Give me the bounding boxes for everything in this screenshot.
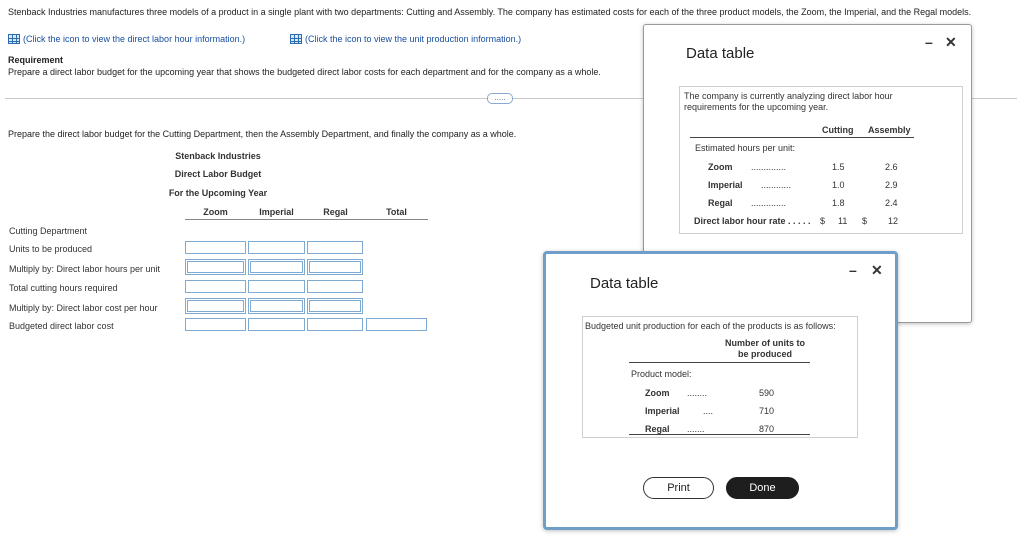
row-total-cutting-hours: Total cutting hours required [9, 283, 118, 293]
problem-text: Stenback Industries manufactures three models of a product in a single plant with two departments: Cutting and Assembly. The company has estimated costs for each of the three product models, the Zoom, the Imperial, and the Regal models. [8, 7, 972, 17]
unit-production-link[interactable] [290, 34, 521, 44]
row-units-produced: Units to be produced [9, 244, 93, 254]
units-row-value: 710 [759, 406, 775, 416]
labor-row-assembly: 2.6 [885, 162, 898, 172]
units-row-name: Imperial [645, 406, 680, 416]
units-imperial-input[interactable] [248, 241, 305, 254]
budget-cost-imperial-input[interactable] [248, 318, 305, 331]
units-row-value: 870 [759, 424, 775, 434]
header-rule [690, 137, 914, 138]
labor-row-name: Zoom [708, 162, 733, 172]
col-total: Total [386, 207, 407, 217]
units-row-name: Zoom [645, 388, 670, 398]
est-label: Estimated hours per unit: [695, 143, 796, 153]
labor-hour-link-text[interactable]: (Click the icon to view the direct labor hour information.) [23, 34, 246, 44]
minimize-icon[interactable]: – [849, 262, 857, 278]
header-rule [629, 362, 810, 363]
units-data-table-modal [543, 251, 898, 530]
units-row-name: Regal [645, 424, 670, 434]
hours-per-unit-zoom-input[interactable] [185, 259, 246, 275]
close-icon[interactable]: ✕ [945, 34, 957, 50]
total-hours-regal-input[interactable] [307, 280, 363, 293]
col-regal: Regal [323, 207, 348, 217]
modal-title: Data table [686, 45, 755, 62]
budget-cost-regal-input[interactable] [307, 318, 363, 331]
hours-per-unit-imperial-input[interactable] [248, 259, 305, 275]
unit-production-link-text[interactable]: (Click the icon to view the unit production information.) [305, 34, 522, 44]
minimize-icon[interactable]: – [925, 34, 933, 50]
requirement-text: Prepare a direct labor budget for the upcoming year that shows the budgeted direct labor costs for each department and for the company as a whole. [8, 67, 601, 77]
hours-per-unit-regal-input[interactable] [307, 259, 363, 275]
rate-label: Direct labor hour rate . . . . . [694, 216, 811, 226]
labor-row-name: Imperial [708, 180, 743, 190]
budget-instruction: Prepare the direct labor budget for the Cutting Department, then the Assembly Department, and finally the company as a whole. [8, 129, 517, 139]
units-intro: Budgeted unit production for each of the products is as follows: [585, 321, 836, 331]
units-regal-input[interactable] [307, 241, 363, 254]
labor-hour-link[interactable] [8, 34, 245, 44]
units-row-dots: .... [703, 406, 714, 416]
rate-cutting-symbol: $ [820, 216, 826, 226]
labor-row-cutting: 1.5 [832, 162, 845, 172]
header-rule [185, 219, 428, 220]
rate-assembly: 12 [888, 216, 899, 226]
footer-rule [629, 434, 810, 435]
col-assembly: Assembly [868, 125, 911, 135]
labor-row-cutting: 1.0 [832, 180, 845, 190]
model-label: Product model: [631, 369, 692, 379]
table-icon[interactable] [8, 34, 20, 44]
budget-title: Direct Labor Budget [174, 169, 262, 179]
labor-row-dots: .............. [751, 198, 787, 208]
labor-row-cutting: 1.8 [832, 198, 845, 208]
labor-data-box [679, 86, 963, 234]
print-button[interactable]: Print [643, 477, 714, 499]
col-zoom: Zoom [203, 207, 228, 217]
table-icon[interactable] [290, 34, 302, 44]
labor-row-dots: ............ [761, 180, 792, 190]
col-cutting: Cutting [822, 125, 854, 135]
budget-company: Stenback Industries [175, 151, 261, 161]
rate-cutting: 11 [838, 216, 848, 226]
budget-cost-total-input[interactable] [366, 318, 427, 331]
expand-button[interactable]: ..... [487, 93, 513, 104]
units-row-dots: ....... [687, 424, 705, 434]
col-imperial: Imperial [259, 207, 294, 217]
cost-per-hour-regal-input[interactable] [307, 298, 363, 314]
units-data-box [582, 316, 858, 438]
labor-row-name: Regal [708, 198, 733, 208]
budget-cost-zoom-input[interactable] [185, 318, 246, 331]
row-cost-per-hour: Multiply by: Direct labor cost per hour [9, 303, 158, 313]
labor-row-assembly: 2.9 [885, 180, 898, 190]
budget-period: For the Upcoming Year [168, 188, 268, 198]
units-zoom-input[interactable] [185, 241, 246, 254]
units-col-header: Number of units to be produced [725, 338, 805, 359]
close-icon[interactable]: ✕ [871, 262, 883, 278]
units-row-value: 590 [759, 388, 775, 398]
row-hours-per-unit: Multiply by: Direct labor hours per unit [9, 264, 161, 274]
row-cutting-department: Cutting Department [9, 226, 88, 236]
units-row-dots: ........ [687, 388, 708, 398]
done-button[interactable]: Done [726, 477, 799, 499]
row-budgeted-cost: Budgeted direct labor cost [9, 321, 114, 331]
cost-per-hour-zoom-input[interactable] [185, 298, 246, 314]
requirement-title: Requirement [8, 55, 64, 65]
total-hours-imperial-input[interactable] [248, 280, 305, 293]
labor-intro: The company is currently analyzing direct labor hour requirements for the upcoming year. [684, 91, 893, 112]
rate-assembly-symbol: $ [862, 216, 868, 226]
labor-row-dots: .............. [751, 162, 787, 172]
cost-per-hour-imperial-input[interactable] [248, 298, 305, 314]
modal-title: Data table [590, 275, 659, 292]
total-hours-zoom-input[interactable] [185, 280, 246, 293]
labor-row-assembly: 2.4 [885, 198, 898, 208]
